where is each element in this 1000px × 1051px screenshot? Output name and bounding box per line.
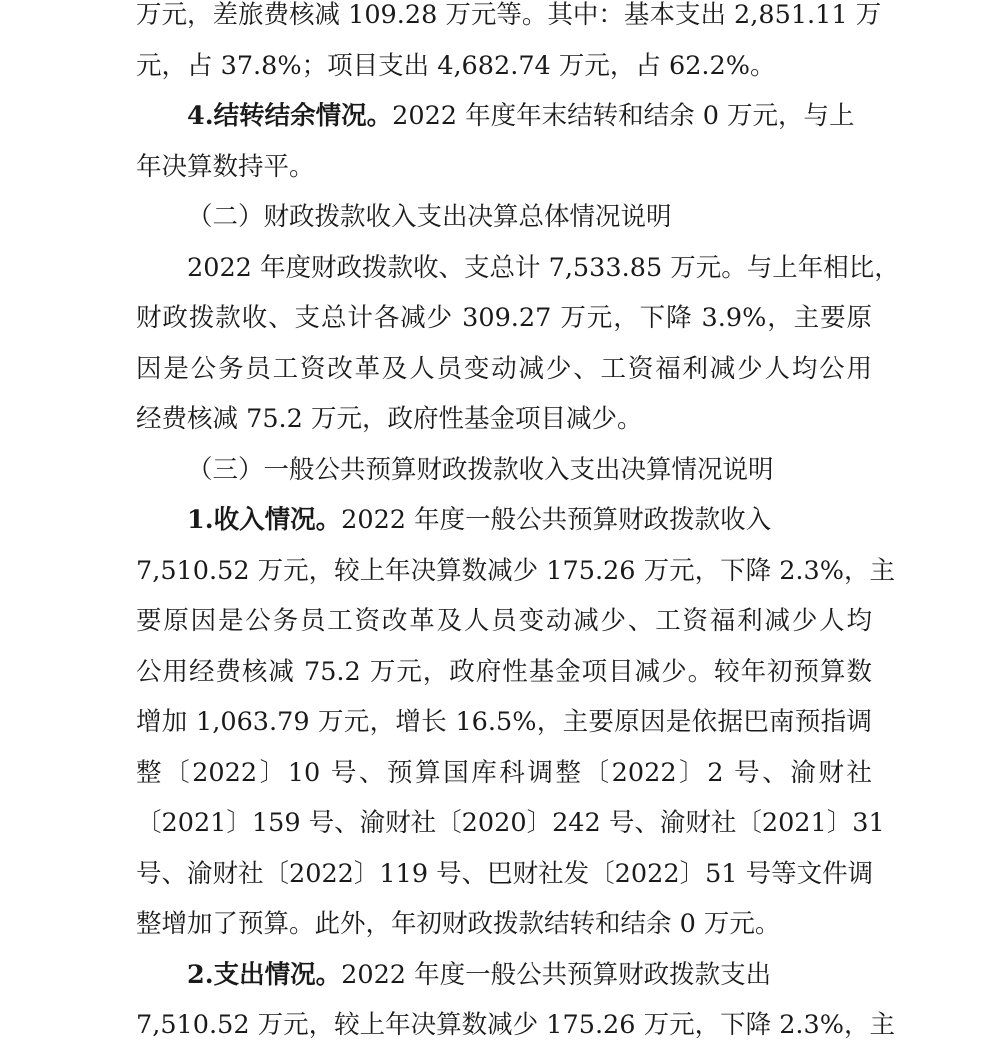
text-line: 经费核减 75.2 万元，政府性基金项目减少。 xyxy=(136,404,643,434)
text-line: 整增加了预算。此外，年初财政拨款结转和结余 0 万元。 xyxy=(136,909,781,939)
text-line: 2022 年度财政拨款收、支总计 7,533.85 万元。与上年相比， xyxy=(187,252,900,283)
text-line: 号、渝财社〔2022〕119 号、巴财社发〔2022〕51 号等文件调 xyxy=(136,858,874,889)
section-heading-3: （三）一般公共预算财政拨款收入支出决算情况说明 xyxy=(187,454,774,485)
paragraph-income xyxy=(136,495,895,950)
section-lead: 4.结转结余情况。 xyxy=(187,101,393,131)
text-line xyxy=(136,91,872,142)
text-line xyxy=(136,950,872,1001)
paragraph-carryover xyxy=(136,91,872,192)
section-lead: 2.支出情况。 xyxy=(187,959,342,990)
text-span: 2022 年度一般公共预算财政拨款收入 xyxy=(341,505,772,535)
section-heading-2: （二）财政拨款收入支出决算总体情况说明 xyxy=(187,202,672,232)
paragraph-overall xyxy=(136,243,900,445)
text-span: 2022 年度年末结转和结余 0 万元，与上 xyxy=(392,101,855,131)
text-line: 7,510.52 万元，较上年决算数减少 175.26 万元，下降 2.3%，主 xyxy=(136,555,895,586)
paragraph-expenditure xyxy=(136,950,895,1051)
text-line: 〔2021〕159 号、渝财社〔2020〕242 号、渝财社〔2021〕31 xyxy=(136,808,885,838)
text-line: 要原因是公务员工资改革及人员变动减少、工资福利减少人均 xyxy=(136,606,872,636)
text-line: 整〔2022〕10 号、预算国库科调整〔2022〕2 号、渝财社 xyxy=(136,757,872,788)
text-span: 2022 年度一般公共预算财政拨款支出 xyxy=(341,959,772,990)
text-line: 万元，差旅费核减 109.28 万元等。其中：基本支出 2,851.11 万 xyxy=(136,0,882,30)
paragraph-expenditure-breakdown xyxy=(136,0,882,91)
text-line: 公用经费核减 75.2 万元，政府性基金项目减少。较年初预算数 xyxy=(136,656,872,687)
text-line: 7,510.52 万元，较上年决算数减少 175.26 万元，下降 2.3%，主 xyxy=(136,1010,895,1040)
text-line: 年决算数持平。 xyxy=(136,151,315,182)
section-lead: 1.收入情况。 xyxy=(187,505,342,535)
document-body xyxy=(136,0,900,1051)
text-line: 增加 1,063.79 万元，增长 16.5%，主要原因是依据巴南预指调 xyxy=(136,707,872,737)
text-line: 财政拨款收、支总计各减少 309.27 万元，下降 3.9%，主要原 xyxy=(136,303,872,333)
text-line: 元，占 37.8%；项目支出 4,682.74 万元，占 62.2%。 xyxy=(136,50,776,81)
text-line xyxy=(136,495,872,546)
text-line: 因是公务员工资改革及人员变动减少、工资福利减少人均公用 xyxy=(136,353,872,384)
